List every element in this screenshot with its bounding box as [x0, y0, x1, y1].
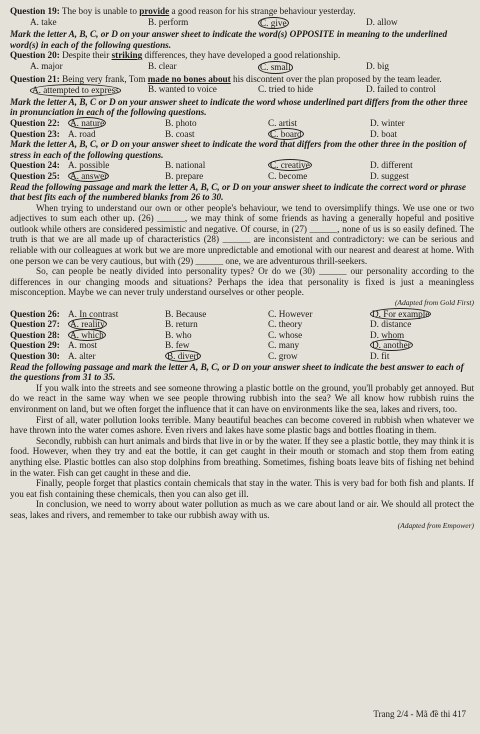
instruction: Mark the letter A, B, C, or D on your answer sheet to indicate the word(s) OPPOSITE in meaning to the underlined word(s) in each of the following questions. — [10, 29, 448, 50]
option-b[interactable]: B. photo — [165, 117, 197, 128]
question-number: Question 21: — [10, 73, 60, 84]
option-a[interactable]: A. alter — [68, 351, 96, 361]
question-text: Being very frank, Tom — [59, 73, 148, 84]
source-credit: (Adapted from Gold First) — [394, 298, 474, 308]
question-text: The boy is unable to — [59, 6, 140, 16]
instruction: Read the following passage and mark the letter A, B, C, or D on your answer sheet to indicate the correct word or phrase that best fits each of the numbered blanks from 26 to 30. — [10, 181, 467, 203]
option-c[interactable]: C. grow — [268, 351, 298, 361]
underlined-word: striking — [111, 50, 143, 61]
option-d[interactable] — [370, 309, 470, 320]
question-25 — [10, 171, 474, 182]
option-b[interactable]: B. return — [165, 319, 198, 330]
question-number: Question 19: — [10, 6, 60, 16]
circled-answer: D. For example — [372, 308, 430, 319]
option-a[interactable]: A. major — [30, 60, 63, 71]
question-23 — [10, 129, 474, 140]
option-b[interactable]: B. Because — [165, 308, 207, 319]
option-c[interactable] — [268, 160, 370, 171]
options-20 — [10, 61, 474, 74]
question-number: Question 25: — [10, 170, 60, 181]
underlined-word: made no bones about — [147, 73, 231, 84]
option-c[interactable]: C. tried to hide — [258, 84, 314, 95]
option-c[interactable]: C. theory — [268, 319, 303, 330]
question-number: Question 20: — [10, 50, 60, 61]
option-a[interactable] — [68, 171, 165, 182]
passage-paragraph: First of all, water pollution looks terrible. Many beautiful beaches can become covered in rubbish when whatever we have thrown into the water comes ashore. Even rivers and lakes have some plastic bags and bottles floating in them. — [10, 414, 474, 436]
option-a[interactable]: A. most — [68, 340, 98, 351]
option-b[interactable]: B. wanted to voice — [148, 84, 217, 95]
question-number: Question 23: — [10, 128, 60, 139]
option-c[interactable]: C. artist — [268, 117, 298, 128]
question-text: Despite their — [59, 50, 112, 61]
question-19 — [10, 6, 474, 17]
passage-paragraph: In conclusion, we need to worry about water pollution as much as we care about land or air. We should all protect the seas, lakes and rivers, and remember to take our rubbish away with us. — [10, 499, 474, 520]
option-d[interactable]: D. boat — [370, 128, 398, 139]
option-a[interactable]: A. possible — [68, 160, 110, 171]
circled-answer: C. board — [270, 128, 302, 139]
question-21 — [10, 74, 474, 85]
circled-answer: B. divert — [167, 351, 200, 361]
option-c[interactable] — [268, 129, 370, 140]
options-21 — [10, 84, 474, 97]
option-c[interactable] — [258, 61, 366, 74]
question-text: differences, they have developed a good relationship. — [142, 50, 341, 61]
question-number: Question 27: — [10, 319, 60, 330]
page-footer: Trang 2/4 - Mã đề thi 417 — [373, 709, 466, 720]
question-number: Question 28: — [10, 329, 60, 340]
passage-paragraph: Secondly, rubbish can hurt animals and birds that live in or by the water. If they see a plastic bottle, they may think it is food. However, when they try and eat the bottle, it can get caught in their mouth or stomach and stop them from eating anything else. Plastic bottles can also stop dolphins from breathing. Sometimes, fishing boats leave bits of fishing net behind in the water. Fish can get caught in these and die. — [10, 435, 475, 478]
option-a[interactable] — [68, 118, 165, 129]
question-number: Question 30: — [10, 351, 60, 361]
option-d[interactable]: D. winter — [370, 117, 405, 128]
passage-paragraph: If you walk into the streets and see someone throwing a plastic bottle on the ground, you'll probably get annoyed. But do we react in the same way when we see people throwing rubbish into the sea? We all know how rubbish ruins the environment on land, but we often forget the influence that it can have on environments like the sea, lakes and rivers, too. — [10, 382, 474, 414]
option-a[interactable]: A. road — [68, 128, 96, 139]
option-c[interactable]: C. become — [268, 170, 308, 181]
question-number: Question 26: — [10, 308, 60, 319]
question-text: his discontent over the plan proposed by the team leader. — [230, 73, 442, 84]
circled-answer: C. small — [260, 61, 291, 72]
exam-page — [10, 6, 474, 722]
question-24 — [10, 160, 474, 171]
question-number: Question 22: — [10, 117, 60, 128]
passage-paragraph: So, can people be neatly divided into personality types? Or do we (30) ______ our personality according to the differences in our changing moods and situations? Perhaps the idea that personality is fixed is just a meaningless misconception. Maybe we can never truly understand ourselves or other people. — [10, 266, 474, 298]
option-d[interactable]: D. big — [366, 60, 389, 71]
option-d[interactable]: D. different — [370, 160, 413, 171]
circled-answer: A. nature — [70, 117, 105, 128]
option-a[interactable]: A. take — [30, 16, 57, 27]
option-c[interactable]: C. However — [268, 308, 313, 319]
question-20 — [10, 50, 474, 61]
question-number: Question 29: — [10, 340, 60, 351]
option-c[interactable] — [258, 17, 366, 30]
circled-answer: C. creative — [270, 160, 310, 171]
circled-answer: A. attempted to express — [32, 85, 119, 96]
question-text: a good reason for his strange behaviour yesterday. — [169, 6, 356, 16]
option-a[interactable] — [10, 84, 148, 97]
passage-paragraph: Finally, people forget that plastics contain chemicals that stay in the water. This is very bad for both fish and plants. If you eat fish containing these chemicals, then you can also get ill. — [10, 478, 474, 499]
option-c[interactable]: C. many — [268, 340, 300, 351]
option-d[interactable]: D. allow — [366, 16, 398, 27]
question-27 — [10, 319, 474, 330]
option-b[interactable] — [165, 351, 268, 362]
question-30 — [10, 351, 474, 362]
option-b[interactable]: B. few — [165, 340, 190, 351]
option-a[interactable] — [68, 330, 165, 341]
option-d[interactable]: D. fit — [370, 351, 390, 361]
question-28 — [10, 330, 474, 341]
underlined-word: provide — [139, 6, 170, 16]
instruction: Mark the letter A, B, C or D on your answer sheet to indicate the word whose underlined part differs from the other three in pronunciation in each of the following questions. — [10, 96, 468, 118]
question-22 — [10, 118, 474, 129]
circled-answer: A. which — [70, 329, 104, 340]
circled-answer: C. give — [260, 17, 287, 28]
option-b[interactable]: B. perform — [148, 16, 189, 27]
instruction: Read the following passage and mark the letter A, B, C, or D on your answer sheet to indicate the best answer to each of the questions from 31 to 35. — [10, 361, 464, 383]
option-d[interactable]: D. whom — [370, 329, 405, 340]
circled-answer: A. reality — [70, 319, 105, 330]
instruction: Mark the letter A, B, C, or D on your answer sheet to indicate the word that differs from the other three in the position of stress in each of the following questions. — [10, 139, 467, 160]
option-b[interactable]: B. national — [165, 160, 206, 171]
option-d[interactable]: D. failed to control — [366, 84, 436, 95]
option-c[interactable]: C. whose — [268, 329, 303, 340]
option-b[interactable]: B. prepare — [165, 170, 204, 181]
circled-answer: A. answer — [70, 170, 108, 181]
option-b[interactable]: B. coast — [165, 128, 195, 139]
option-d[interactable] — [370, 340, 470, 351]
option-d[interactable]: D. distance — [370, 319, 412, 330]
option-a[interactable]: A. In contrast — [68, 308, 119, 319]
question-29 — [10, 340, 474, 351]
circled-answer: D. another — [372, 340, 411, 351]
source-credit: (Adapted from Empower) — [397, 520, 474, 530]
option-b[interactable]: B. who — [165, 329, 192, 340]
passage-paragraph: When trying to understand our own or other people's behaviour, we tend to oversimplify things. We use one or two adjectives to sum each other up. (26) ______, we may think of some friends as having a generally hopeful and positive outlook while others are considered pessimistic and negative. Of course, in (27) ______, none of us is so easily defined. The truth is that we are all made up of characteristics (28) ______ are inconsistent and contradictory: we can be serious and reliable with our colleagues at work but we are more unpredictable and emotional with our nearest and dearest at home. With one person we can be very cautious, but with (29) ______ one, we are adventurous thrill-seekers. — [10, 202, 474, 266]
option-d[interactable]: D. suggest — [370, 170, 409, 181]
options-19 — [10, 17, 474, 30]
question-number: Question 24: — [10, 160, 60, 171]
option-b[interactable]: B. clear — [148, 60, 177, 71]
